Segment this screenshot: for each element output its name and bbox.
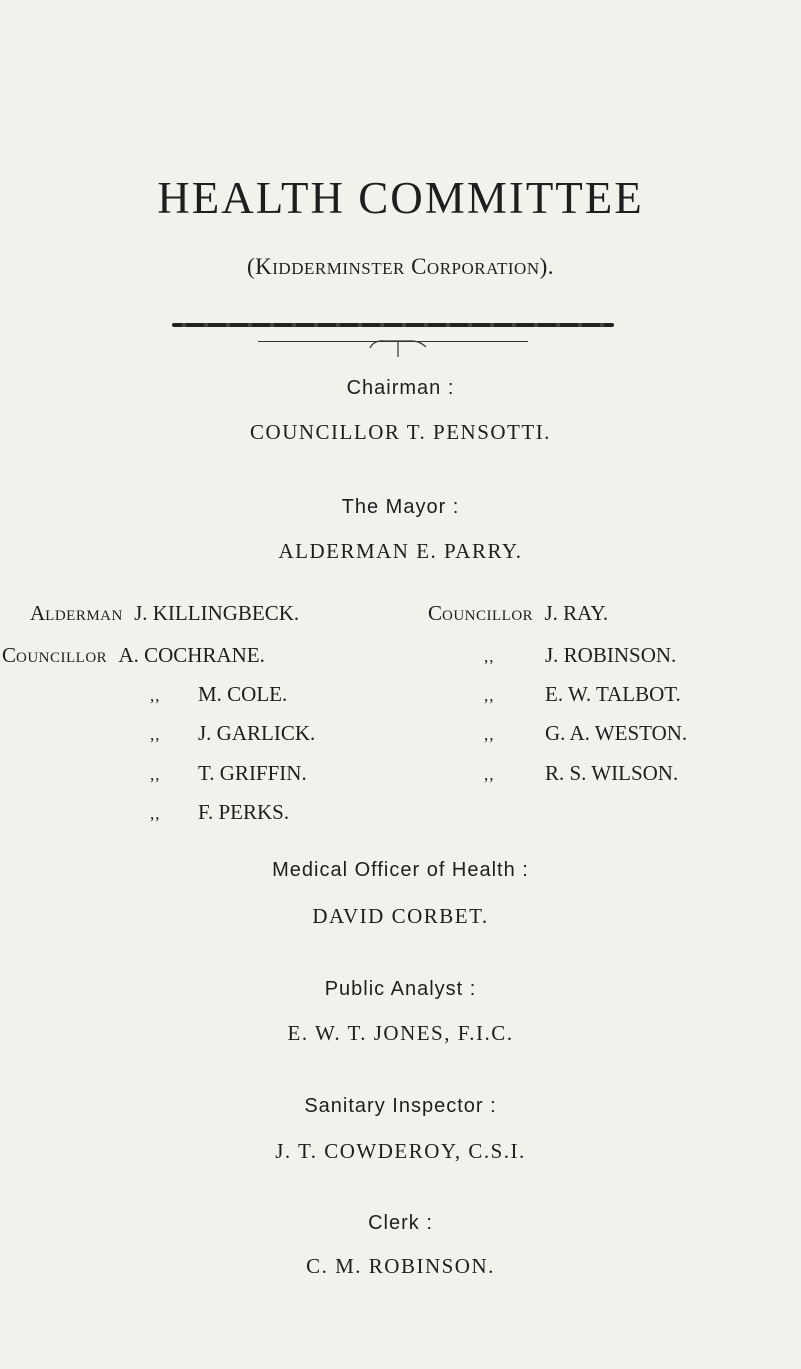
member-name: J. KILLINGBECK. bbox=[134, 601, 300, 625]
sanitary-inspector-name: J. T. COWDEROY, C.S.I. bbox=[275, 1139, 526, 1163]
chairman-name: COUNCILLOR T. PENSOTTI. bbox=[250, 420, 551, 444]
mayor-name: ALDERMAN E. PARRY. bbox=[278, 539, 523, 563]
member-right-row bbox=[484, 643, 495, 668]
public-analyst-name: E. W. T. JONES, F.I.C. bbox=[287, 1021, 514, 1045]
title-cap: C bbox=[2, 643, 17, 667]
member-left-row bbox=[150, 800, 161, 825]
member-left-row bbox=[150, 761, 161, 786]
title-rest: OUNCILLOR bbox=[442, 608, 534, 624]
public-analyst-label: Public Analyst : bbox=[324, 978, 477, 1000]
sanitary-inspector-label: Sanitary Inspector : bbox=[304, 1095, 497, 1117]
ditto-mark: ,, bbox=[150, 765, 161, 784]
title-cap: A bbox=[30, 601, 46, 625]
member-right-row bbox=[484, 721, 495, 746]
ditto-mark: ,, bbox=[484, 686, 495, 705]
member-left-name: F. PERKS. bbox=[198, 800, 290, 824]
ditto-mark: ,, bbox=[484, 765, 495, 784]
ditto-mark: ,, bbox=[150, 686, 161, 705]
member-title bbox=[2, 643, 107, 667]
mayor-label: The Mayor : bbox=[341, 496, 460, 518]
title-rest: OUNCILLOR bbox=[16, 650, 108, 666]
member-title bbox=[30, 601, 123, 625]
member-title bbox=[428, 601, 533, 625]
member-right-row bbox=[428, 601, 608, 626]
ditto-mark: ,, bbox=[484, 647, 495, 666]
member-right-name: J. ROBINSON. bbox=[545, 643, 677, 667]
subtitle-word1-cap: K bbox=[255, 254, 273, 279]
subtitle-word1-rest: IDDERMINSTER bbox=[272, 259, 405, 278]
member-right-name: E. W. TALBOT. bbox=[545, 682, 681, 706]
subtitle-open: ( bbox=[246, 254, 256, 279]
clerk-name: C. M. ROBINSON. bbox=[306, 1254, 495, 1278]
medical-officer-label: Medical Officer of Health : bbox=[272, 859, 529, 881]
member-name: A. COCHRANE. bbox=[118, 643, 265, 667]
title-cap: C bbox=[428, 601, 443, 625]
title-rest: LDERMAN bbox=[45, 608, 123, 624]
page-subtitle bbox=[0, 254, 801, 280]
subtitle-word2-cap: C bbox=[411, 254, 427, 279]
member-left-row bbox=[2, 643, 265, 668]
medical-officer-name: DAVID CORBET. bbox=[312, 904, 489, 928]
clerk-label: Clerk : bbox=[368, 1212, 433, 1234]
member-right-name: G. A. WESTON. bbox=[545, 721, 688, 745]
decorative-rule bbox=[172, 323, 614, 327]
subtitle-word2-rest: ORPORATION bbox=[426, 259, 540, 278]
member-left-row bbox=[150, 682, 161, 707]
member-right-row bbox=[484, 761, 495, 786]
ditto-mark: ,, bbox=[484, 725, 495, 744]
subtitle-close: ). bbox=[539, 254, 555, 279]
member-left-name: T. GRIFFIN. bbox=[198, 761, 307, 785]
page-title: HEALTH COMMITTEE bbox=[157, 173, 644, 223]
member-left-name: M. COLE. bbox=[198, 682, 288, 706]
chairman-label: Chairman : bbox=[346, 377, 455, 399]
member-right-row bbox=[484, 682, 495, 707]
member-right-name: R. S. WILSON. bbox=[545, 761, 679, 785]
ornament-icon bbox=[350, 338, 450, 358]
member-left-name: J. GARLICK. bbox=[198, 721, 316, 745]
member-name: J. RAY. bbox=[544, 601, 609, 625]
member-left-row bbox=[30, 601, 299, 626]
ditto-mark: ,, bbox=[150, 804, 161, 823]
ditto-mark: ,, bbox=[150, 725, 161, 744]
member-left-row bbox=[150, 721, 161, 746]
